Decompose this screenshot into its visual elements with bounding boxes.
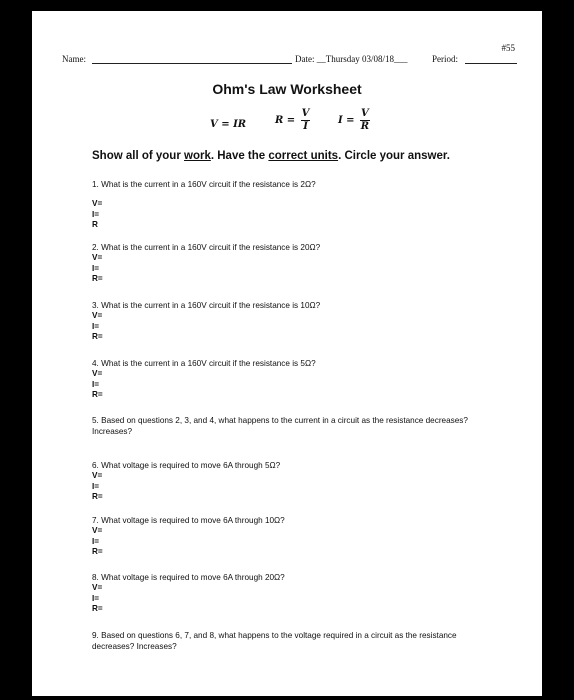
period-label: Period: [432, 54, 458, 64]
formula-r [275, 108, 310, 133]
question-9 [92, 630, 492, 652]
question-3-var-v: V= [92, 311, 103, 320]
question-4-var-i: I= [92, 379, 100, 389]
question-7 [92, 515, 512, 558]
instructions-part1: Show all of your [92, 150, 185, 162]
name-label: Name: [62, 54, 86, 64]
question-8-vars [92, 583, 512, 615]
formula-row [32, 108, 542, 142]
question-2-text: 2. What is the current in a 160V circuit if the resistance is 20Ω? [92, 243, 321, 252]
name-blank [92, 63, 292, 64]
question-2 [92, 242, 512, 285]
formula-i-fraction [360, 108, 370, 133]
formula-r-fraction [301, 108, 311, 133]
question-6-text: 6. What voltage is required to move 6A through 5Ω? [92, 461, 281, 470]
formula-i-lhs: I = [338, 115, 355, 126]
question-7-text: 7. What voltage is required to move 6A through 10Ω? [92, 516, 285, 525]
question-6-var-r: R= [92, 492, 103, 501]
formula-r-denominator: I [303, 121, 308, 132]
instructions-correct-units: correct units [268, 150, 339, 162]
date-label: Date: __Thursday 03/08/18___ [295, 54, 408, 64]
period-blank [465, 63, 517, 64]
page-number: #55 [501, 43, 515, 53]
question-8 [92, 572, 512, 615]
question-1 [92, 179, 512, 231]
question-8-var-i: I= [92, 593, 100, 603]
question-6-vars [92, 471, 512, 503]
question-3-text: 3. What is the current in a 160V circuit if the resistance is 10Ω? [92, 301, 321, 310]
question-3-var-i: I= [92, 321, 100, 331]
question-7-var-v: V= [92, 526, 103, 535]
instructions-part2: . Have the [210, 150, 269, 162]
question-5-text: 5. Based on questions 2, 3, and 4, what happens to the current in a circuit as the resistance decreases? Increases? [92, 416, 468, 436]
question-2-var-v: V= [92, 253, 103, 262]
question-7-var-i: I= [92, 536, 100, 546]
question-2-var-r: R= [92, 274, 103, 283]
question-4-text: 4. What is the current in a 160V circuit if the resistance is 5Ω? [92, 359, 316, 368]
formula-r-numerator: V [301, 108, 310, 119]
formula-i [338, 108, 370, 133]
question-4 [92, 358, 512, 401]
question-6-var-i: I= [92, 481, 100, 491]
question-3-vars [92, 311, 512, 343]
question-1-text: 1. What is the current in a 160V circuit if the resistance is 2Ω? [92, 180, 316, 189]
question-7-var-r: R= [92, 547, 103, 556]
question-5 [92, 415, 492, 437]
question-8-var-r: R= [92, 604, 103, 613]
question-1-vars [92, 199, 512, 231]
question-6-var-v: V= [92, 471, 103, 480]
question-7-vars [92, 526, 512, 558]
question-2-var-i: I= [92, 263, 100, 273]
question-8-var-v: V= [92, 583, 103, 592]
page-title: Ohm's Law Worksheet [212, 81, 362, 97]
question-8-text: 8. What voltage is required to move 6A through 20Ω? [92, 573, 285, 582]
question-4-var-r: R= [92, 390, 103, 399]
worksheet-page [32, 11, 542, 696]
formula-r-lhs: R = [275, 115, 296, 126]
instructions-work: work [184, 150, 211, 162]
formula-i-denominator: R [360, 121, 370, 132]
question-6 [92, 460, 512, 503]
question-9-text: 9. Based on questions 6, 7, and 8, what happens to the voltage required in a circuit as the resistance decreases? Increases? [92, 631, 457, 651]
formula-i-numerator: V [361, 108, 369, 119]
question-3-var-r: R= [92, 332, 103, 341]
question-1-var-i: I= [92, 209, 100, 219]
instructions-part3: . Circle your answer. [338, 150, 450, 162]
header-line [62, 54, 522, 70]
question-1-var-v: V= [92, 199, 103, 208]
instructions [92, 150, 450, 162]
question-3 [92, 300, 512, 343]
question-4-var-v: V= [92, 369, 103, 378]
question-4-vars [92, 369, 512, 401]
question-1-var-r: R [92, 220, 98, 229]
formula-v-ir: V = IR [210, 119, 247, 130]
question-2-vars [92, 253, 512, 285]
